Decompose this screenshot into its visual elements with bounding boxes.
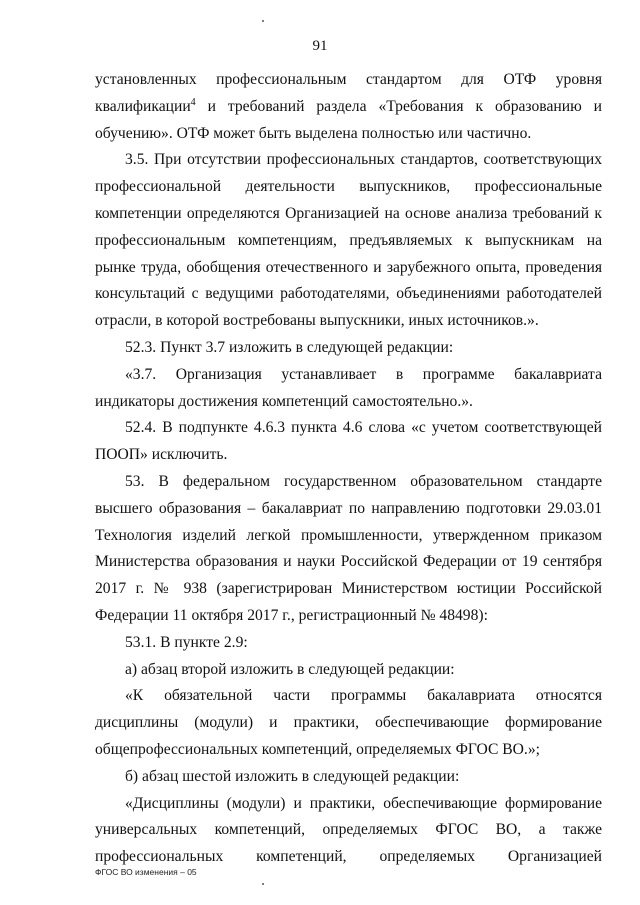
page-number: 91 bbox=[312, 38, 328, 54]
document-body bbox=[95, 67, 602, 871]
paragraph-53-1: 53.1. В пункте 2.9: bbox=[125, 633, 248, 651]
paragraph-52-3: 52.3. Пункт 3.7 изложить в следующей редакции: bbox=[125, 338, 454, 356]
paragraph-3-5: 3.5. При отсутствии профессиональных стандартов, соответствующих профессиональной деятельности выпускников, профессиональные компетенции определяются Организацией на основе анализа требований к профессиональным компетенциям, предъявляемых к выпускникам на рынке труда, обобщения отечественного и зарубежного опыта, проведения консультаций с ведущими работодателями, объединениями работодателей отрасли, в которой востребованы выпускники, иных источников.». bbox=[95, 151, 602, 330]
paragraph-a: а) абзац второй изложить в следующей редакции: bbox=[125, 660, 455, 678]
paragraph-52-4: 52.4. В подпункте 4.6.3 пункта 4.6 слова «с учетом соответствующей ПООП» исключить. bbox=[95, 419, 602, 464]
paragraph-a-quote: «К обязательной части программы бакалавриата относятся дисциплины (модули) и практики, обеспечивающие формирование общепрофессиональных компетенций, определяемых ФГОС ВО.»; bbox=[95, 687, 602, 758]
scan-speck bbox=[262, 883, 264, 885]
paragraph-3-7-quote: «3.7. Организация устанавливает в программе бакалавриата индикаторы достижения компетенций самостоятельно.». bbox=[95, 365, 602, 410]
paragraph-text: и требований раздела «Требования к образованию и обучению». ОТФ может быть выделена полностью или частично. bbox=[95, 97, 602, 142]
paragraph-53: 53. В федеральном государственном образовательном стандарте высшего образования – бакалавриат по направлению подготовки 29.03.01 Технология изделий легкой промышленности, утвержденном приказом Министерства образования и науки Российской Федерации от 19 сентября 2017 г. № 938 (зарегистрирован Министерством юстиции Российской Федерации 11 октября 2017 г., регистрационный № 48498): bbox=[95, 472, 602, 624]
footnote-marker: 4 bbox=[190, 96, 196, 108]
paragraph-b: б) абзац шестой изложить в следующей редакции: bbox=[125, 767, 460, 785]
scan-speck bbox=[262, 20, 264, 22]
footer-label: ФГОС ВО изменения – 05 bbox=[95, 867, 197, 877]
paragraph-b-quote: «Дисциплины (модули) и практики, обеспечивающие формирование универсальных компетенций, определяемых ФГОС ВО, а также профессиональных компетенций, определяемых Организацией bbox=[95, 794, 602, 866]
paragraph-text: установленных профессиональным стандартом для ОТФ уровня квалификации bbox=[95, 71, 602, 115]
paragraph-continuation bbox=[95, 67, 602, 147]
